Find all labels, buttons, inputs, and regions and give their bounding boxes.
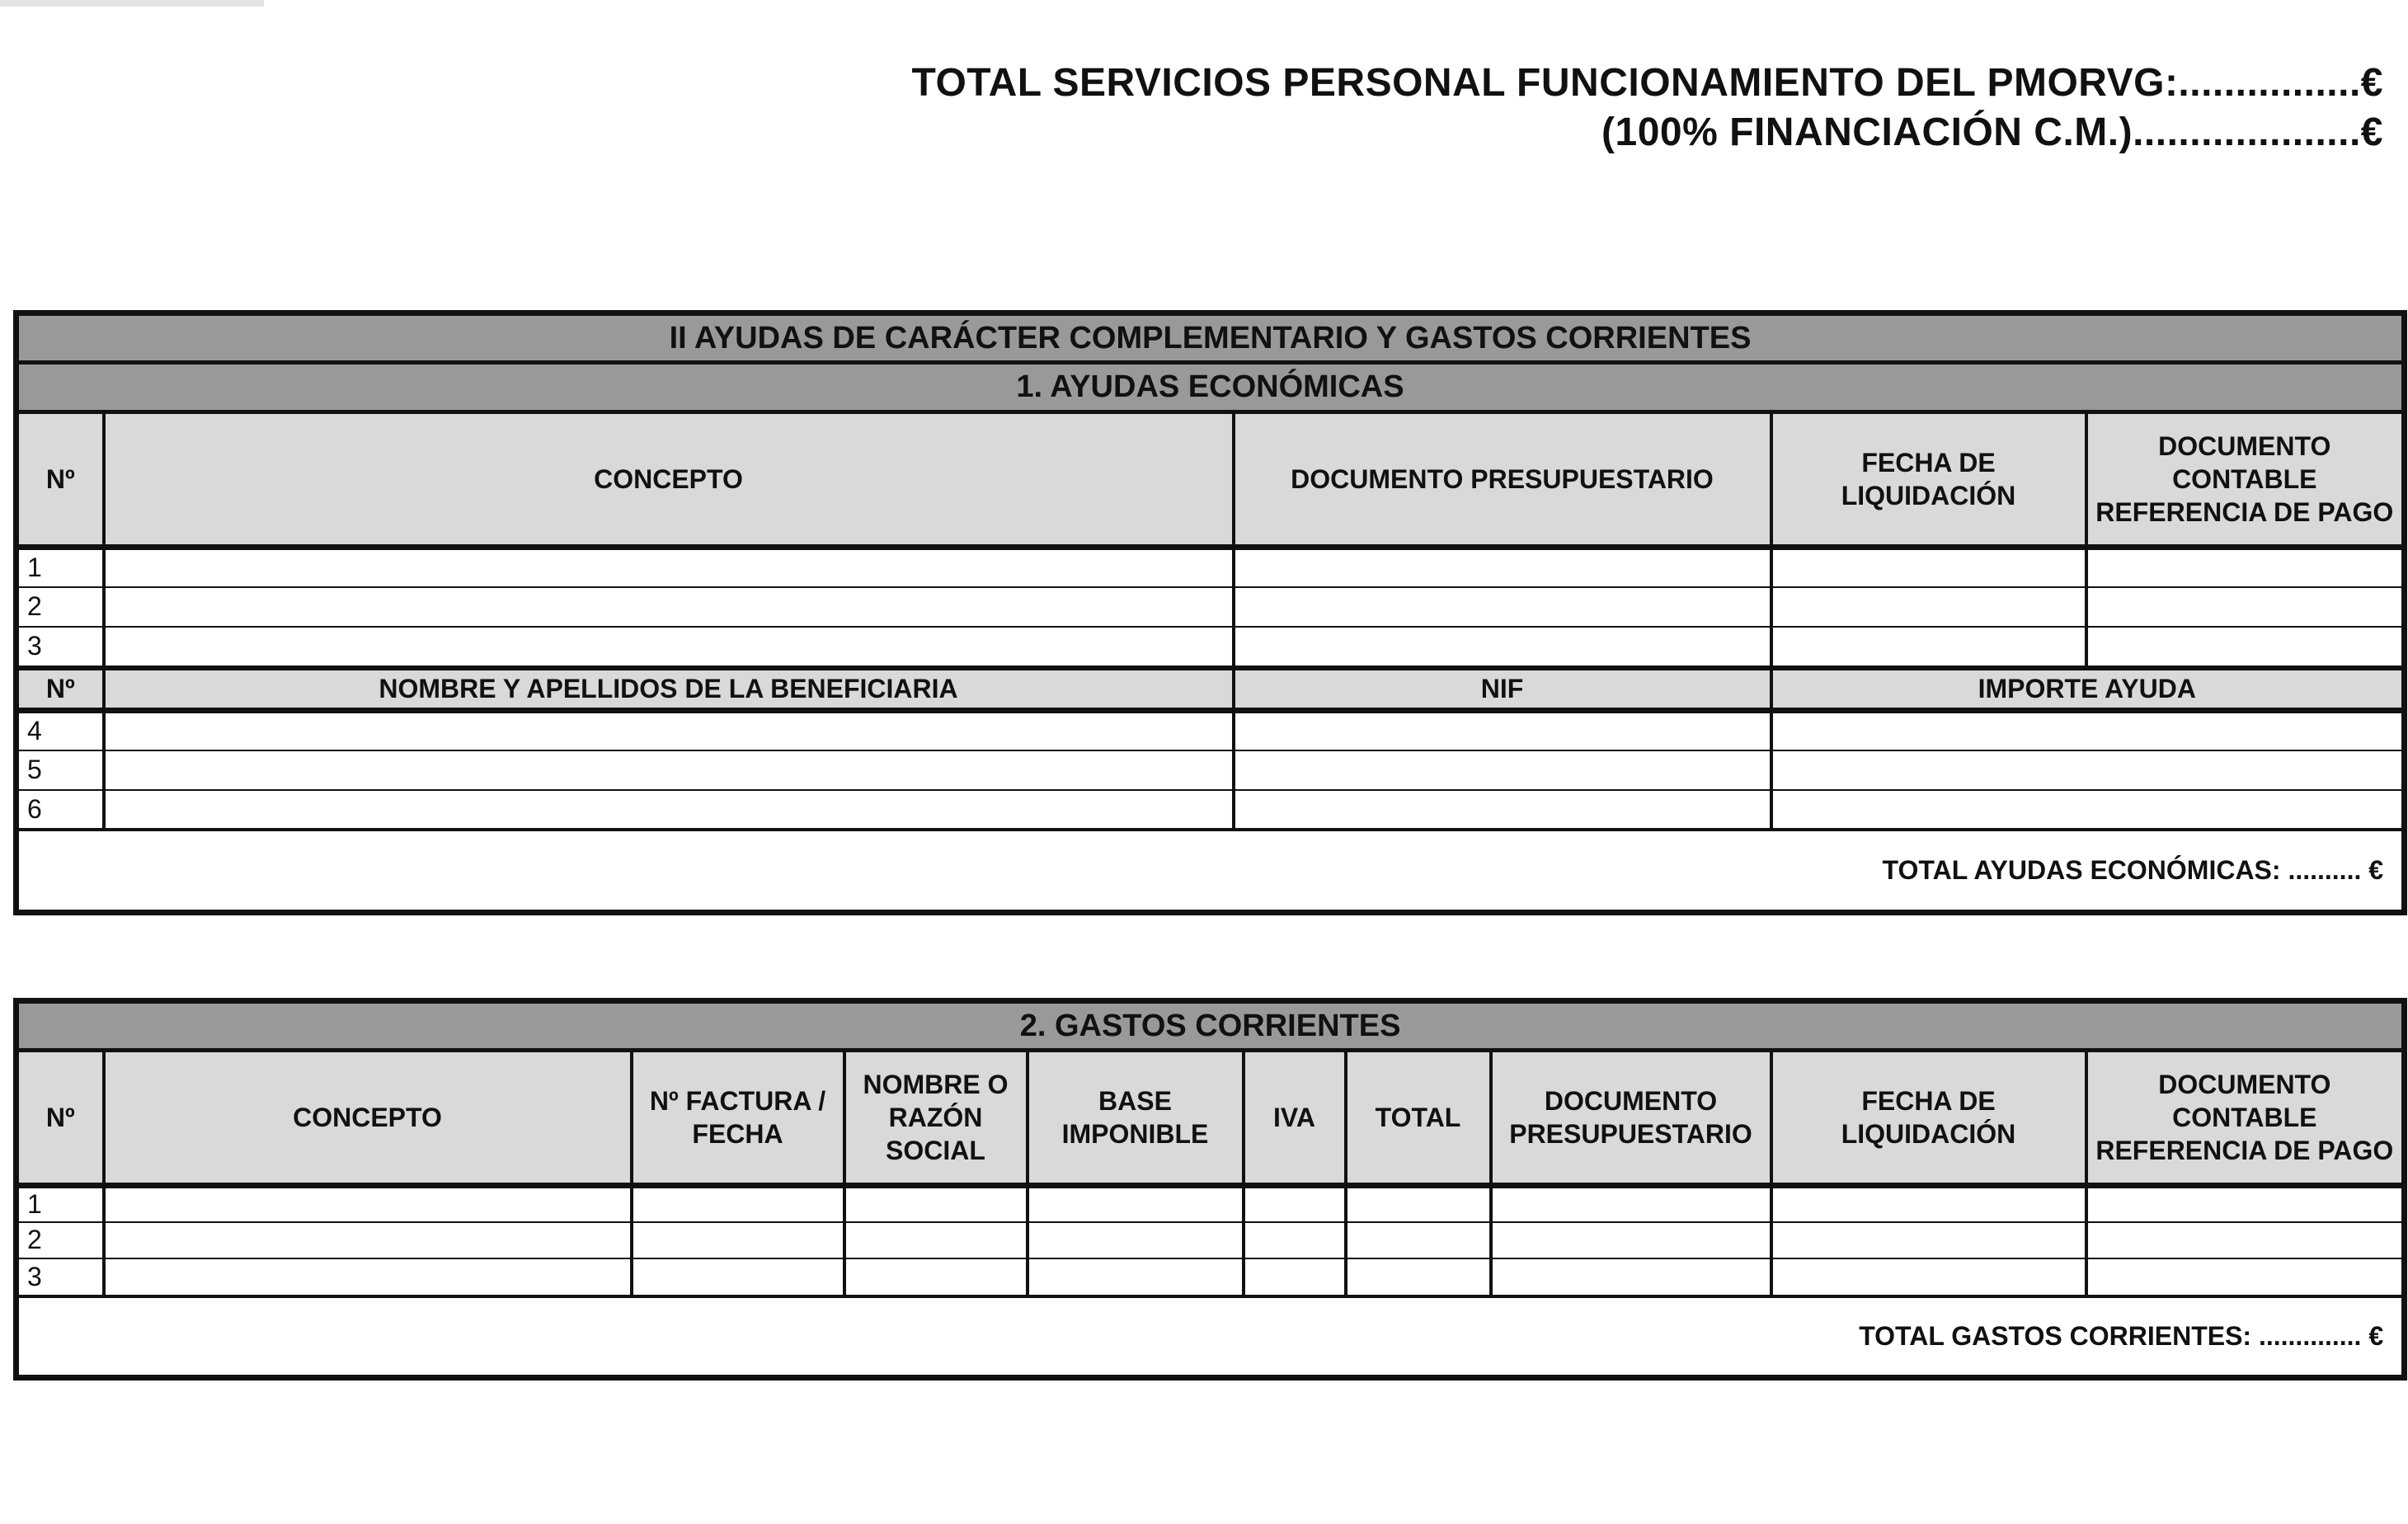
row-number: 5 xyxy=(16,750,104,790)
cell[interactable] xyxy=(1491,1258,1771,1296)
col-total: TOTAL xyxy=(1346,1051,1491,1186)
importe-cell[interactable] xyxy=(1771,711,2405,750)
cell[interactable] xyxy=(1346,1222,1491,1258)
cell[interactable] xyxy=(632,1258,844,1296)
col-factura-fecha: Nº FACTURA / FECHA xyxy=(632,1051,844,1186)
cell[interactable] xyxy=(1028,1258,1244,1296)
col-nombre-apellidos: NOMBRE Y APELLIDOS DE LA BENEFICIARIA xyxy=(104,668,1234,711)
col-num: Nº xyxy=(16,412,104,548)
fecha-liquidacion-cell[interactable] xyxy=(1771,627,2086,668)
ayudas-economicas-table xyxy=(13,310,2407,915)
table-row xyxy=(16,1222,2405,1258)
nif-cell[interactable] xyxy=(1234,790,1771,830)
concepto-cell[interactable] xyxy=(104,548,1234,587)
gastos-title: 2. GASTOS CORRIENTES xyxy=(16,1001,2405,1051)
cell[interactable] xyxy=(104,1186,632,1222)
header-total-servicios: TOTAL SERVICIOS PERSONAL FUNCIONAMIENTO DEL PMORVG:................€ xyxy=(911,61,2383,105)
total-row xyxy=(16,830,2405,913)
cell[interactable] xyxy=(1244,1186,1346,1222)
documento-presupuestario-cell[interactable] xyxy=(1234,587,1771,627)
col-documento-presupuestario: DOCUMENTO PRESUPUESTARIO xyxy=(1234,412,1771,548)
total-gastos-label: TOTAL GASTOS CORRIENTES: .............. € xyxy=(16,1296,2405,1378)
col-fecha-liquidacion: FECHA DE LIQUIDACIÓN xyxy=(1771,412,2086,548)
importe-cell[interactable] xyxy=(1771,790,2405,830)
cell[interactable] xyxy=(1346,1186,1491,1222)
col-importe-ayuda: IMPORTE AYUDA xyxy=(1771,668,2405,711)
nif-cell[interactable] xyxy=(1234,750,1771,790)
total-ayudas-label: TOTAL AYUDAS ECONÓMICAS: .......... € xyxy=(16,830,2405,913)
col-fecha-liquidacion: FECHA DE LIQUIDACIÓN xyxy=(1771,1051,2086,1186)
cell[interactable] xyxy=(2086,1186,2405,1222)
gastos-header-row xyxy=(16,1051,2405,1186)
ayudas-header-row xyxy=(16,412,2405,548)
cell[interactable] xyxy=(844,1258,1028,1296)
row-number: 2 xyxy=(16,1222,104,1258)
row-number: 6 xyxy=(16,790,104,830)
row-number: 2 xyxy=(16,587,104,627)
row-number: 1 xyxy=(16,1186,104,1222)
table-row xyxy=(16,1186,2405,1222)
cell[interactable] xyxy=(104,1222,632,1258)
concepto-cell[interactable] xyxy=(104,627,1234,668)
col-documento-presupuestario: DOCUMENTO PRESUPUESTARIO xyxy=(1491,1051,1771,1186)
col-concepto: CONCEPTO xyxy=(104,1051,632,1186)
col-iva: IVA xyxy=(1244,1051,1346,1186)
header-financiacion: (100% FINANCIACIÓN C.M.)....................€ xyxy=(1601,111,2383,154)
nombre-cell[interactable] xyxy=(104,711,1234,750)
col-nif: NIF xyxy=(1234,668,1771,711)
col-documento-contable: DOCUMENTO CONTABLE REFERENCIA DE PAGO xyxy=(2086,1051,2405,1186)
cell[interactable] xyxy=(632,1186,844,1222)
col-num: Nº xyxy=(16,668,104,711)
cell[interactable] xyxy=(104,1258,632,1296)
table-row xyxy=(16,711,2405,750)
fecha-liquidacion-cell[interactable] xyxy=(1771,587,2086,627)
col-base-imponible: BASE IMPONIBLE xyxy=(1028,1051,1244,1186)
row-number: 3 xyxy=(16,1258,104,1296)
documento-presupuestario-cell[interactable] xyxy=(1234,548,1771,587)
documento-contable-cell[interactable] xyxy=(2086,548,2405,587)
cell[interactable] xyxy=(632,1222,844,1258)
cell[interactable] xyxy=(1491,1186,1771,1222)
gastos-corrientes-table xyxy=(13,998,2407,1381)
col-documento-contable: DOCUMENTO CONTABLE REFERENCIA DE PAGO xyxy=(2086,412,2405,548)
documento-contable-cell[interactable] xyxy=(2086,587,2405,627)
nombre-cell[interactable] xyxy=(104,790,1234,830)
row-number: 3 xyxy=(16,627,104,668)
cell[interactable] xyxy=(1771,1222,2086,1258)
table-row xyxy=(16,1258,2405,1296)
documento-contable-cell[interactable] xyxy=(2086,627,2405,668)
fecha-liquidacion-cell[interactable] xyxy=(1771,548,2086,587)
cell[interactable] xyxy=(1028,1186,1244,1222)
row-number: 4 xyxy=(16,711,104,750)
importe-cell[interactable] xyxy=(1771,750,2405,790)
table-row xyxy=(16,750,2405,790)
cell[interactable] xyxy=(1771,1186,2086,1222)
row-number: 1 xyxy=(16,548,104,587)
nif-cell[interactable] xyxy=(1234,711,1771,750)
col-num: Nº xyxy=(16,1051,104,1186)
cell[interactable] xyxy=(2086,1258,2405,1296)
cell[interactable] xyxy=(1028,1222,1244,1258)
table-row xyxy=(16,627,2405,668)
ayudas-title: 1. AYUDAS ECONÓMICAS xyxy=(16,363,2405,412)
table-row xyxy=(16,587,2405,627)
cell[interactable] xyxy=(1491,1222,1771,1258)
cell[interactable] xyxy=(844,1186,1028,1222)
total-row xyxy=(16,1296,2405,1378)
documento-presupuestario-cell[interactable] xyxy=(1234,627,1771,668)
cell[interactable] xyxy=(844,1222,1028,1258)
top-edge-bar xyxy=(0,0,264,7)
cell[interactable] xyxy=(1244,1258,1346,1296)
cell[interactable] xyxy=(1244,1222,1346,1258)
table-row xyxy=(16,548,2405,587)
concepto-cell[interactable] xyxy=(104,587,1234,627)
col-razon-social: NOMBRE O RAZÓN SOCIAL xyxy=(844,1051,1028,1186)
cell[interactable] xyxy=(2086,1222,2405,1258)
col-concepto: CONCEPTO xyxy=(104,412,1234,548)
cell[interactable] xyxy=(1771,1258,2086,1296)
beneficiaria-header-row xyxy=(16,668,2405,711)
cell[interactable] xyxy=(1346,1258,1491,1296)
table-row xyxy=(16,790,2405,830)
nombre-cell[interactable] xyxy=(104,750,1234,790)
section-title: II AYUDAS DE CARÁCTER COMPLEMENTARIO Y GASTOS CORRIENTES xyxy=(16,313,2405,363)
